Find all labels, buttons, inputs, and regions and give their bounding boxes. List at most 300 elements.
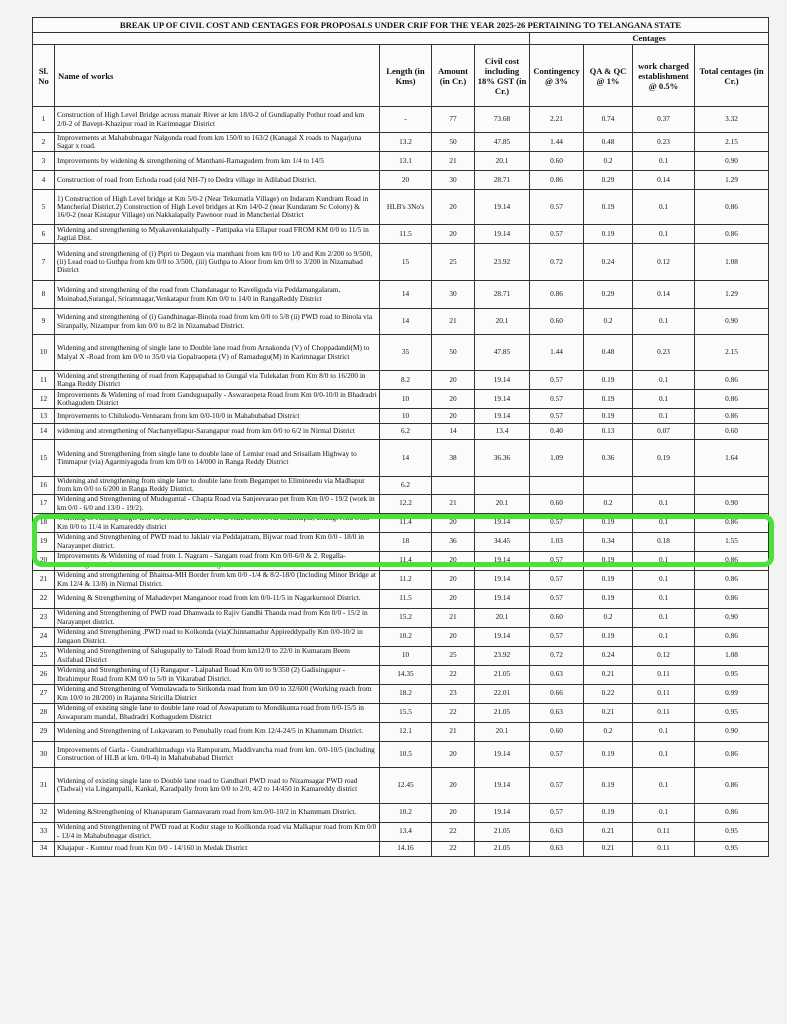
cell-name-of-work: Widening and Strengthening of Vemulawada to Sirikonda road from km 0/0 to 32/600 (Working reach from Km 10/0 to 28/200) in Rajanna Siricilla District — [55, 684, 380, 703]
cell-amount: 20 — [432, 589, 475, 608]
cell-contingency: 0.66 — [530, 684, 584, 703]
table-row — [33, 133, 769, 152]
cell-contingency: 0.57 — [530, 513, 584, 532]
cell-contingency: 1.44 — [530, 335, 584, 371]
table-row — [33, 513, 769, 532]
cell-amount: 25 — [432, 244, 475, 281]
cell-civil-cost: 19.14 — [475, 225, 530, 244]
proposals-table-sheet — [32, 17, 768, 857]
cell-civil-cost: 28.71 — [475, 281, 530, 309]
cell-name-of-work: Construction of road from Echoda road (old NH-7) to Dedra village in Adilabad District. — [55, 171, 380, 190]
cell-contingency: 0.57 — [530, 371, 584, 390]
cell-amount: 20 — [432, 513, 475, 532]
cell-civil-cost — [475, 477, 530, 495]
cell-total-centages: 1.08 — [695, 646, 769, 665]
cell-sl-no: 2 — [33, 133, 55, 152]
table-row — [33, 152, 769, 171]
cell-name-of-work: Widening and Strengthening of Lokavaram to Penubally road from Km 12/4-24/5 in Khammam District. — [55, 722, 380, 741]
cell-sl-no: 5 — [33, 190, 55, 225]
cell-work-charged: 0.23 — [633, 335, 695, 371]
cell-sl-no: 34 — [33, 841, 55, 856]
cell-amount: 21 — [432, 309, 475, 335]
cell-qa-qc: 0.19 — [584, 409, 633, 424]
cell-amount: 25 — [432, 646, 475, 665]
cell-qa-qc: 0.19 — [584, 767, 633, 803]
cell-qa-qc: 0.21 — [584, 703, 633, 722]
cell-name-of-work: Widening and strengthening of Bhainsa-MH Border from km 0/0 -1/4 & 8/2-18/0 (Including Minor Bridge at Km 12/4 & 13/8) in Nirmal District. — [55, 570, 380, 589]
cell-length: 15.2 — [380, 608, 432, 627]
cell-work-charged: 0.12 — [633, 646, 695, 665]
header-total-centages: Total centages (in Cr.) — [695, 45, 769, 107]
cell-qa-qc: 0.22 — [584, 684, 633, 703]
cell-amount: 50 — [432, 335, 475, 371]
cell-total-centages: 1.55 — [695, 532, 769, 551]
cell-sl-no: 17 — [33, 494, 55, 513]
cell-length: 10 — [380, 390, 432, 409]
cell-amount: 22 — [432, 841, 475, 856]
cell-contingency: 0.72 — [530, 244, 584, 281]
cell-sl-no: 22 — [33, 589, 55, 608]
cell-qa-qc: 0.19 — [584, 371, 633, 390]
cell-total-centages: 1.29 — [695, 171, 769, 190]
cell-name-of-work: Improvements to Chilukodu-Vennaram from km 0/0-10/0 in Mahabubabad District — [55, 409, 380, 424]
cell-length: 12.1 — [380, 722, 432, 741]
cell-work-charged: 0.37 — [633, 107, 695, 133]
cell-length: 14 — [380, 281, 432, 309]
cell-contingency: 0.57 — [530, 551, 584, 570]
cell-civil-cost: 19.14 — [475, 803, 530, 822]
table-row — [33, 741, 769, 767]
cell-work-charged: 0.1 — [633, 152, 695, 171]
cell-work-charged: 0.1 — [633, 225, 695, 244]
cell-civil-cost: 47.85 — [475, 133, 530, 152]
cell-contingency: 0.57 — [530, 741, 584, 767]
cell-total-centages: 2.15 — [695, 133, 769, 152]
table-row — [33, 494, 769, 513]
cell-length: 13.4 — [380, 822, 432, 841]
cell-contingency: 0.57 — [530, 409, 584, 424]
cell-sl-no: 27 — [33, 684, 55, 703]
cell-length: 11.5 — [380, 225, 432, 244]
cell-sl-no: 13 — [33, 409, 55, 424]
cell-work-charged: 0.11 — [633, 684, 695, 703]
header-name-of-works: Name of works — [55, 45, 380, 107]
cell-civil-cost: 23.92 — [475, 244, 530, 281]
cell-sl-no: 25 — [33, 646, 55, 665]
cell-name-of-work: Widening of existing single lane to Double lane road PWD road to SNA via Shanthapur, Dhadgi road from Km 0/0 to 11/4 in Kamareddy district — [55, 513, 380, 532]
cell-length: 12.2 — [380, 494, 432, 513]
cell-length: 8.2 — [380, 371, 432, 390]
cell-length: 10.5 — [380, 741, 432, 767]
cell-qa-qc: 0.19 — [584, 570, 633, 589]
cell-sl-no: 15 — [33, 440, 55, 477]
cell-length: 10 — [380, 646, 432, 665]
cell-name-of-work: Widening &Strengthening of Khanapuram Gannavaram road from km.0/0-10/2 in Khammam District. — [55, 803, 380, 822]
cell-sl-no: 24 — [33, 627, 55, 646]
table-row — [33, 409, 769, 424]
cell-qa-qc: 0.19 — [584, 803, 633, 822]
cell-name-of-work: Widening of existing single lane to Double lane road to Gandhari PWD road to Nizamsagar PWD road (Tadwai) via Lingampalli, Kankal, Karadpally from km 0/0 to 2/0, 4/2 to 14/450 in Kamareddy district — [55, 767, 380, 803]
cell-total-centages: 0.86 — [695, 390, 769, 409]
cell-civil-cost: 20.1 — [475, 494, 530, 513]
cell-qa-qc: 0.2 — [584, 309, 633, 335]
cell-length: 18 — [380, 532, 432, 551]
cell-name-of-work: Improvements by widening & strengthening of Manthani-Ramagudem from km 1/4 to 14/5 — [55, 152, 380, 171]
cell-civil-cost: 21.05 — [475, 665, 530, 684]
cell-work-charged: 0.11 — [633, 703, 695, 722]
cell-total-centages: 0.90 — [695, 494, 769, 513]
table-row — [33, 803, 769, 822]
cell-total-centages: 0.86 — [695, 409, 769, 424]
cell-length: 14.35 — [380, 665, 432, 684]
cell-contingency: 0.86 — [530, 171, 584, 190]
cell-sl-no: 29 — [33, 722, 55, 741]
cell-sl-no: 31 — [33, 767, 55, 803]
cell-amount: 21 — [432, 608, 475, 627]
cell-name-of-work: Widening and strengthening of single lane to Double lane road from Arnakonda (V) of Choppadandi(M) to Malyal X -Road from km 0/0 to 35/0 via Gopalraopeta (V) of Ramadugu(M) in Karimnagar District — [55, 335, 380, 371]
cell-length: 15.5 — [380, 703, 432, 722]
cell-sl-no: 20 — [33, 551, 55, 570]
cell-work-charged: 0.18 — [633, 532, 695, 551]
cell-total-centages: 0.86 — [695, 513, 769, 532]
cell-total-centages: 0.90 — [695, 152, 769, 171]
table-row — [33, 309, 769, 335]
cell-total-centages: 0.86 — [695, 371, 769, 390]
cell-contingency: 0.57 — [530, 190, 584, 225]
cell-contingency: 0.63 — [530, 841, 584, 856]
cell-sl-no: 11 — [33, 371, 55, 390]
table-row — [33, 244, 769, 281]
header-work-charged: work charged establishment @ 0.5% — [633, 45, 695, 107]
cell-name-of-work: Widening and Strengthening .PWD road to Kolkonda (via)Chinnamadur Appireddypally Km 0/0-10/2 in Jangaon District. — [55, 627, 380, 646]
cell-qa-qc: 0.21 — [584, 665, 633, 684]
cell-qa-qc: 0.29 — [584, 171, 633, 190]
cell-civil-cost: 19.14 — [475, 371, 530, 390]
cell-name-of-work: Widening and Strengthening of PWD road to Jaklair via Peddajatram, Bijwar road from Km 0/0 - 18/0 in Narayanpet district. — [55, 532, 380, 551]
cell-name-of-work: Khajapur - Komtur road from Km 0/0 - 14/160 in Medak District — [55, 841, 380, 856]
cell-amount: 22 — [432, 822, 475, 841]
header-qa-qc: QA & QC @ 1% — [584, 45, 633, 107]
cell-sl-no: 28 — [33, 703, 55, 722]
cell-sl-no: 19 — [33, 532, 55, 551]
cell-name-of-work: Widening and strengthening of road from Kappapahad to Gungal via Tulekalan from Km 8/0 to 16/200 in Ranga Reddy District — [55, 371, 380, 390]
table-row — [33, 684, 769, 703]
cell-amount: 21 — [432, 152, 475, 171]
table-row — [33, 335, 769, 371]
cell-qa-qc: 0.21 — [584, 822, 633, 841]
cell-qa-qc: 0.34 — [584, 532, 633, 551]
cell-civil-cost: 19.14 — [475, 767, 530, 803]
cell-amount: 20 — [432, 390, 475, 409]
cell-civil-cost: 20.1 — [475, 309, 530, 335]
header-spacer — [33, 33, 530, 45]
cell-qa-qc: 0.48 — [584, 133, 633, 152]
cell-work-charged: 0.1 — [633, 309, 695, 335]
cell-amount: 20 — [432, 627, 475, 646]
cell-total-centages: 0.86 — [695, 767, 769, 803]
cell-amount: 50 — [432, 133, 475, 152]
cell-contingency: 0.86 — [530, 281, 584, 309]
cell-name-of-work: Improvements at Mahabubnagar Nalgonda road from km 150/0 to 163/2 (Kanagal X roads to Nagarjuna Sagar x road. — [55, 133, 380, 152]
cell-length: 6.2 — [380, 424, 432, 440]
cell-name-of-work: Improvements & Widening of road from Ganduguapally - Aswaraopeta Road from Km 0/0-10/0 in Bhadradri Kothagudem District — [55, 390, 380, 409]
cell-sl-no: 4 — [33, 171, 55, 190]
cell-total-centages: 0.86 — [695, 741, 769, 767]
cell-amount: 21 — [432, 494, 475, 513]
cell-name-of-work: Widening and Strengthening of Muduguntal - Chapta Road via Sanjeevarao pet from Km 0/0 - 19/2 (work in km 0/0 - 6/0 and 13/0 - 19/2). — [55, 494, 380, 513]
cell-contingency: 0.40 — [530, 424, 584, 440]
cell-work-charged: 0.1 — [633, 722, 695, 741]
cell-work-charged: 0.1 — [633, 608, 695, 627]
cell-contingency: 2.21 — [530, 107, 584, 133]
cell-qa-qc: 0.48 — [584, 335, 633, 371]
cell-length: 11.4 — [380, 513, 432, 532]
cell-total-centages: 1.29 — [695, 281, 769, 309]
cell-amount: 22 — [432, 703, 475, 722]
cell-total-centages: 0.95 — [695, 822, 769, 841]
cell-amount: 21 — [432, 722, 475, 741]
table-row — [33, 608, 769, 627]
cell-work-charged: 0.1 — [633, 494, 695, 513]
table-row — [33, 424, 769, 440]
cell-amount: 20 — [432, 741, 475, 767]
cell-work-charged: 0.23 — [633, 133, 695, 152]
table-row — [33, 767, 769, 803]
civil-cost-table — [32, 17, 769, 857]
cell-civil-cost: 19.14 — [475, 513, 530, 532]
cell-length: 6.2 — [380, 477, 432, 495]
cell-qa-qc: 0.19 — [584, 551, 633, 570]
cell-qa-qc — [584, 477, 633, 495]
cell-work-charged: 0.07 — [633, 424, 695, 440]
cell-civil-cost: 28.71 — [475, 171, 530, 190]
cell-sl-no: 32 — [33, 803, 55, 822]
cell-name-of-work: Construction of High Level Bridge across manair River ar km 18/0-2 of Gundiapally Pothur road and km 2/0-2 of Bavept-Khazipur road in Karimnagar District — [55, 107, 380, 133]
cell-work-charged: 0.14 — [633, 281, 695, 309]
cell-civil-cost: 13.4 — [475, 424, 530, 440]
cell-sl-no: 21 — [33, 570, 55, 589]
cell-length: 10.2 — [380, 627, 432, 646]
cell-total-centages: 0.60 — [695, 424, 769, 440]
cell-civil-cost: 19.14 — [475, 409, 530, 424]
cell-contingency: 0.60 — [530, 494, 584, 513]
table-row — [33, 440, 769, 477]
table-row — [33, 822, 769, 841]
cell-work-charged: 0.1 — [633, 570, 695, 589]
cell-civil-cost: 20.1 — [475, 608, 530, 627]
cell-contingency: 0.60 — [530, 608, 584, 627]
cell-qa-qc: 0.19 — [584, 627, 633, 646]
cell-work-charged — [633, 477, 695, 495]
cell-amount: 20 — [432, 551, 475, 570]
cell-civil-cost: 19.14 — [475, 390, 530, 409]
cell-length: HLB's 3No's — [380, 190, 432, 225]
cell-contingency: 0.57 — [530, 589, 584, 608]
cell-name-of-work: Widening and strengthening to Myakavenkaiahpally - Pattipaka via Ellapur road FROM KM 0/0 to 11/5 in Jagtial Dist. — [55, 225, 380, 244]
cell-name-of-work: Widening and strengthening from single lane to double lane from Begampet to Elimineedu via Madhapur from km 0/0 to 6/200 in Ranga Reddy District. — [55, 477, 380, 495]
cell-qa-qc: 0.21 — [584, 841, 633, 856]
cell-length: 15 — [380, 244, 432, 281]
cell-civil-cost: 21.05 — [475, 703, 530, 722]
cell-work-charged: 0.19 — [633, 440, 695, 477]
cell-name-of-work: Widening and Strengthening of PWD road Dhanwada to Rajiv Gandhi Thanda road from Km 0/0 - 15/2 in Narayanpet district. — [55, 608, 380, 627]
cell-length: 10.2 — [380, 803, 432, 822]
cell-civil-cost: 19.14 — [475, 551, 530, 570]
cell-contingency: 0.57 — [530, 390, 584, 409]
cell-work-charged: 0.1 — [633, 767, 695, 803]
cell-sl-no: 26 — [33, 665, 55, 684]
cell-sl-no: 23 — [33, 608, 55, 627]
cell-amount: 38 — [432, 440, 475, 477]
cell-name-of-work: Improvements of Garla - Gundrathimadugu via Rampuram, Maddivancha road from km. 0/0-10/5 (including Construction of HLB at km. 0/0-4) in Mahabubabad District — [55, 741, 380, 767]
cell-contingency: 0.63 — [530, 822, 584, 841]
cell-sl-no: 3 — [33, 152, 55, 171]
cell-amount — [432, 477, 475, 495]
header-civil-cost: Civil cost including 18% GST (in Cr.) — [475, 45, 530, 107]
cell-qa-qc: 0.13 — [584, 424, 633, 440]
table-row — [33, 281, 769, 309]
cell-work-charged: 0.1 — [633, 513, 695, 532]
cell-length: 12.45 — [380, 767, 432, 803]
cell-qa-qc: 0.2 — [584, 152, 633, 171]
cell-total-centages: 0.86 — [695, 225, 769, 244]
cell-amount: 22 — [432, 665, 475, 684]
cell-sl-no: 6 — [33, 225, 55, 244]
cell-work-charged: 0.11 — [633, 841, 695, 856]
cell-length: 14 — [380, 440, 432, 477]
cell-qa-qc: 0.19 — [584, 513, 633, 532]
cell-length: 11.5 — [380, 589, 432, 608]
cell-civil-cost: 20.1 — [475, 722, 530, 741]
cell-total-centages: 0.95 — [695, 703, 769, 722]
cell-total-centages: 0.86 — [695, 190, 769, 225]
cell-length: 11.2 — [380, 570, 432, 589]
cell-contingency: 1.09 — [530, 440, 584, 477]
cell-amount: 20 — [432, 803, 475, 822]
cell-contingency: 0.63 — [530, 665, 584, 684]
cell-contingency: 0.60 — [530, 309, 584, 335]
cell-civil-cost: 19.14 — [475, 190, 530, 225]
cell-sl-no: 7 — [33, 244, 55, 281]
cell-sl-no: 12 — [33, 390, 55, 409]
cell-work-charged: 0.1 — [633, 190, 695, 225]
cell-name-of-work: Widening and strengthening of the road from Chandanagar to Kaveliguda via Peddamangalaram, Moinabad,Surangal, Sriramnagar,Venkatapur from Km 0/0 to 14/0 in RangaReddy District — [55, 281, 380, 309]
cell-total-centages: 0.90 — [695, 608, 769, 627]
cell-contingency — [530, 477, 584, 495]
cell-contingency: 0.60 — [530, 152, 584, 171]
cell-name-of-work: widening and strengthening of Nachanyellapur-Sarangapur road from km 0/0 to 6/2 in Nirmal District — [55, 424, 380, 440]
cell-total-centages: 0.90 — [695, 722, 769, 741]
cell-total-centages: 3.32 — [695, 107, 769, 133]
cell-work-charged: 0.1 — [633, 371, 695, 390]
table-row — [33, 570, 769, 589]
cell-contingency: 0.63 — [530, 703, 584, 722]
cell-contingency: 0.57 — [530, 803, 584, 822]
cell-work-charged: 0.11 — [633, 822, 695, 841]
cell-qa-qc: 0.19 — [584, 225, 633, 244]
cell-amount: 20 — [432, 767, 475, 803]
cell-amount: 20 — [432, 409, 475, 424]
centages-group-header: Centages — [530, 33, 769, 45]
table-row — [33, 841, 769, 856]
cell-total-centages: 0.95 — [695, 841, 769, 856]
cell-contingency: 1.44 — [530, 133, 584, 152]
cell-sl-no: 9 — [33, 309, 55, 335]
cell-amount: 23 — [432, 684, 475, 703]
table-row — [33, 703, 769, 722]
cell-work-charged: 0.1 — [633, 803, 695, 822]
table-row — [33, 532, 769, 551]
table-row — [33, 722, 769, 741]
cell-work-charged: 0.1 — [633, 390, 695, 409]
cell-name-of-work: Improvements & Widening of road from 1. Nagram - Sangam road from Km 0/0-6/0 & 2. Regalla- Karakavagu road from Km 0/0-5/4 in Bhadradri Kothagudem District — [55, 551, 380, 570]
cell-work-charged: 0.1 — [633, 589, 695, 608]
cell-work-charged: 0.1 — [633, 741, 695, 767]
table-row — [33, 171, 769, 190]
cell-contingency: 0.72 — [530, 646, 584, 665]
cell-amount: 20 — [432, 570, 475, 589]
cell-civil-cost: 47.85 — [475, 335, 530, 371]
cell-length: 13.1 — [380, 152, 432, 171]
cell-qa-qc: 0.36 — [584, 440, 633, 477]
header-length: Length (in Kms) — [380, 45, 432, 107]
cell-work-charged: 0.12 — [633, 244, 695, 281]
cell-civil-cost: 19.14 — [475, 627, 530, 646]
cell-amount: 20 — [432, 225, 475, 244]
cell-sl-no: 8 — [33, 281, 55, 309]
cell-qa-qc: 0.29 — [584, 281, 633, 309]
header-amount: Amount (in Cr.) — [432, 45, 475, 107]
cell-amount: 20 — [432, 190, 475, 225]
cell-name-of-work: Widening and strengthening of (i) Pipri to Degaon via manthani from km 0/0 to 1/0 and Km 2/200 to 9/500, (ii) Lead road to Guthpa from km 0/0 to 3/500, (iii) Guthpa to Aloor from km 0/0 to 3/200 in Nizamabad District — [55, 244, 380, 281]
cell-civil-cost: 19.14 — [475, 570, 530, 589]
cell-amount: 36 — [432, 532, 475, 551]
cell-work-charged: 0.1 — [633, 627, 695, 646]
cell-civil-cost: 19.14 — [475, 589, 530, 608]
cell-total-centages: 0.90 — [695, 309, 769, 335]
cell-length: - — [380, 107, 432, 133]
table-row — [33, 225, 769, 244]
cell-total-centages — [695, 477, 769, 495]
header-contingency: Contingency @ 3% — [530, 45, 584, 107]
cell-amount: 14 — [432, 424, 475, 440]
cell-qa-qc: 0.2 — [584, 608, 633, 627]
cell-sl-no: 18 — [33, 513, 55, 532]
cell-name-of-work: Widening and Strengthening from single lane to double lane of Lemiur road and Srisailam Highway to Timmapur (via) Agarmiyaguda from km 0/0 to 14/000 in Ranga Reddy District — [55, 440, 380, 477]
cell-total-centages: 0.86 — [695, 589, 769, 608]
cell-total-centages: 0.86 — [695, 551, 769, 570]
cell-name-of-work: Widening of existing single lane to double lane road of Aswapuram to Mondikunta road from 0/0-15/5 in Aswapuram mandal, Bhadradri Kothagudem District — [55, 703, 380, 722]
cell-contingency: 1.03 — [530, 532, 584, 551]
cell-sl-no: 33 — [33, 822, 55, 841]
cell-sl-no: 30 — [33, 741, 55, 767]
table-row — [33, 589, 769, 608]
cell-civil-cost: 21.05 — [475, 841, 530, 856]
cell-qa-qc: 0.24 — [584, 646, 633, 665]
cell-civil-cost: 22.01 — [475, 684, 530, 703]
cell-contingency: 0.57 — [530, 570, 584, 589]
cell-civil-cost: 21.05 — [475, 822, 530, 841]
table-row — [33, 646, 769, 665]
cell-civil-cost: 23.92 — [475, 646, 530, 665]
table-row — [33, 390, 769, 409]
cell-contingency: 0.57 — [530, 767, 584, 803]
table-row — [33, 477, 769, 495]
table-row — [33, 627, 769, 646]
cell-work-charged: 0.11 — [633, 665, 695, 684]
cell-total-centages: 0.86 — [695, 570, 769, 589]
cell-name-of-work: Widening and Strengthening of Salugupally to Talodi Road from km12/0 to 22/0 in Kumaram Beem Asifabad District — [55, 646, 380, 665]
